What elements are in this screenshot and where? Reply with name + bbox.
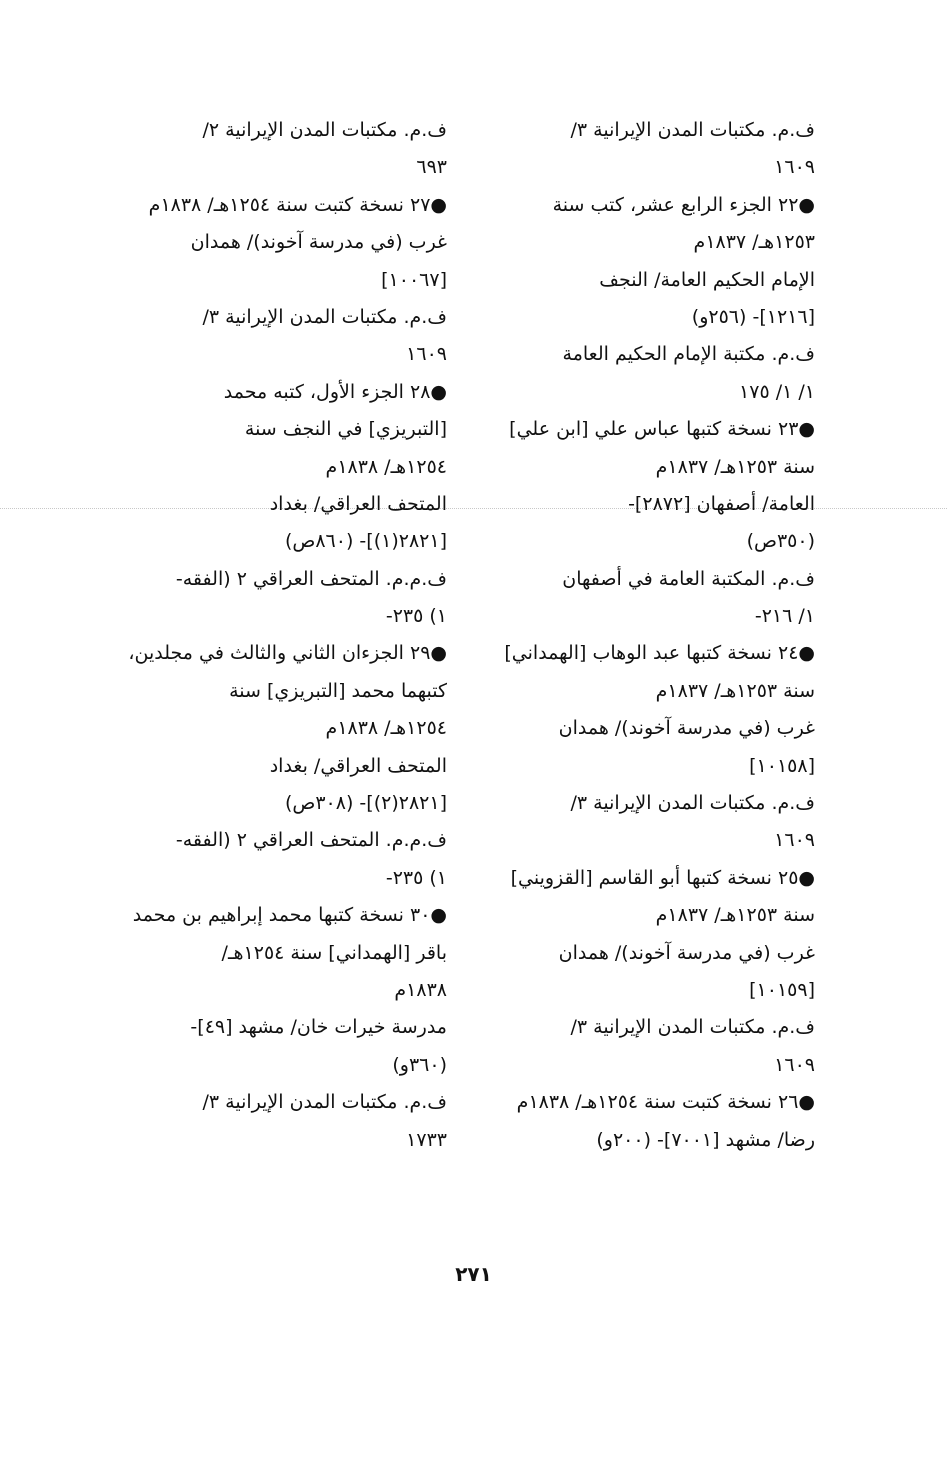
right-column	[493, 112, 815, 1159]
text-line: ١٦٠٩	[774, 156, 815, 179]
text-line: ●٢٨ الجزء الأول، كتبه محمد	[223, 380, 447, 403]
text-line: غرب (في مدرسة آخوند)/ همدان	[190, 231, 447, 254]
text-line: [١٢١٦]- (٢٥٦و)	[691, 305, 815, 328]
text-line: باقر [الهمداني] سنة ١٢٥٤هـ/	[221, 941, 447, 964]
page-number: ٢٧١	[455, 1262, 492, 1286]
text-line: ف.م. مكتبات المدن الإيرانية ٣/	[202, 1091, 447, 1114]
text-line: ●٢٧ نسخة كتبت سنة ١٢٥٤هـ/ ١٨٣٨م	[148, 193, 447, 216]
text-line: ف.م.م. المتحف العراقي ٢ (الفقه-	[175, 829, 447, 852]
text-line: المتحف العراقي/ بغداد	[269, 492, 447, 515]
text-line: ١٨٣٨م	[394, 978, 447, 1001]
text-line: [١٠٠٦٧]	[381, 268, 447, 291]
text-line: العامة/ أصفهان [٢٨٧٢]-	[628, 492, 815, 515]
text-line: ●٣٠ نسخة كتبها محمد إبراهيم بن محمد	[132, 904, 447, 927]
text-line: ●٢٢ الجزء الرابع عشر، كتب سنة	[552, 193, 815, 216]
text-line: ١٢٥٤هـ/ ١٨٣٨م	[325, 455, 447, 478]
text-line: ف.م. مكتبات المدن الإيرانية ٣/	[570, 1016, 815, 1039]
text-line: ●٢٣ نسخة كتبها عباس علي [ابن علي]	[509, 418, 815, 441]
text-line: (٣٥٠ص)	[746, 530, 815, 553]
text-line: ف.م. مكتبات المدن الإيرانية ٢/	[202, 119, 447, 141]
text-line: [٢٨٢١(٢)]- (٣٠٨ص)	[284, 792, 447, 815]
text-line: ١/ ٢١٦-	[754, 605, 815, 628]
text-line: [٢٨٢١(١)]- (٨٦٠ص)	[284, 530, 447, 553]
text-line: (٣٦٠و)	[392, 1053, 447, 1076]
text-line: غرب (في مدرسة آخوند)/ همدان	[558, 717, 815, 740]
text-line: ف.م. مكتبة الإمام الحكيم العامة	[562, 343, 815, 366]
text-line: ١٦٠٩	[406, 343, 447, 366]
text-line: ●٢٥ نسخة كتبها أبو القاسم [القزويني]	[510, 866, 815, 889]
text-line: مدرسة خيرات خان/ مشهد [٤٩]-	[190, 1016, 447, 1039]
text-line: ١) ٢٣٥-	[385, 605, 447, 628]
text-line: [التبريزي] في النجف سنة	[244, 418, 447, 441]
text-line: ●٢٩ الجزءان الثاني والثالث في مجلدين،	[128, 642, 447, 665]
text-line: [١٠١٥٨]	[749, 754, 815, 777]
text-line: ●٢٤ نسخة كتبها عبد الوهاب [الهمداني]	[504, 642, 815, 665]
text-line: رضا/ مشهد [٧٠٠١]- (٢٠٠و)	[596, 1128, 815, 1151]
text-line: ف.م.م. المتحف العراقي ٢ (الفقه-	[175, 567, 447, 590]
text-line: ١) ٢٣٥-	[385, 866, 447, 889]
text-line: ف.م. مكتبات المدن الإيرانية ٣/	[570, 119, 815, 141]
text-line: ١٢٥٤هـ/ ١٨٣٨م	[325, 717, 447, 740]
text-line: سنة ١٢٥٣هـ/ ١٨٣٧م	[655, 904, 815, 927]
text-line: سنة ١٢٥٣هـ/ ١٨٣٧م	[655, 679, 815, 702]
left-column	[107, 112, 447, 1159]
text-line: [١٠١٥٩]	[749, 978, 815, 1001]
text-line: ف.م. المكتبة العامة في أصفهان	[562, 567, 815, 590]
text-line: ●٢٦ نسخة كتبت سنة ١٢٥٤هـ/ ١٨٣٨م	[516, 1091, 815, 1114]
text-line: سنة ١٢٥٣هـ/ ١٨٣٧م	[655, 455, 815, 478]
text-line: الإمام الحكيم العامة/ النجف	[599, 268, 815, 291]
text-line: ف.م. مكتبات المدن الإيرانية ٣/	[202, 305, 447, 328]
text-line: ١٢٥٣هـ/ ١٨٣٧م	[693, 231, 815, 254]
text-line: ١٦٠٩	[774, 829, 815, 852]
text-line: المتحف العراقي/ بغداد	[269, 754, 447, 777]
text-line: ١٦٠٩	[774, 1053, 815, 1076]
text-line: كتبهما محمد [التبريزي] سنة	[229, 679, 447, 702]
text-line: ١٧٣٣	[406, 1128, 447, 1151]
text-line: غرب (في مدرسة آخوند)/ همدان	[558, 941, 815, 964]
text-line: ١/ ١/ ١٧٥	[739, 380, 815, 403]
text-line: ف.م. مكتبات المدن الإيرانية ٣/	[570, 792, 815, 815]
text-line: ٦٩٣	[416, 156, 447, 179]
